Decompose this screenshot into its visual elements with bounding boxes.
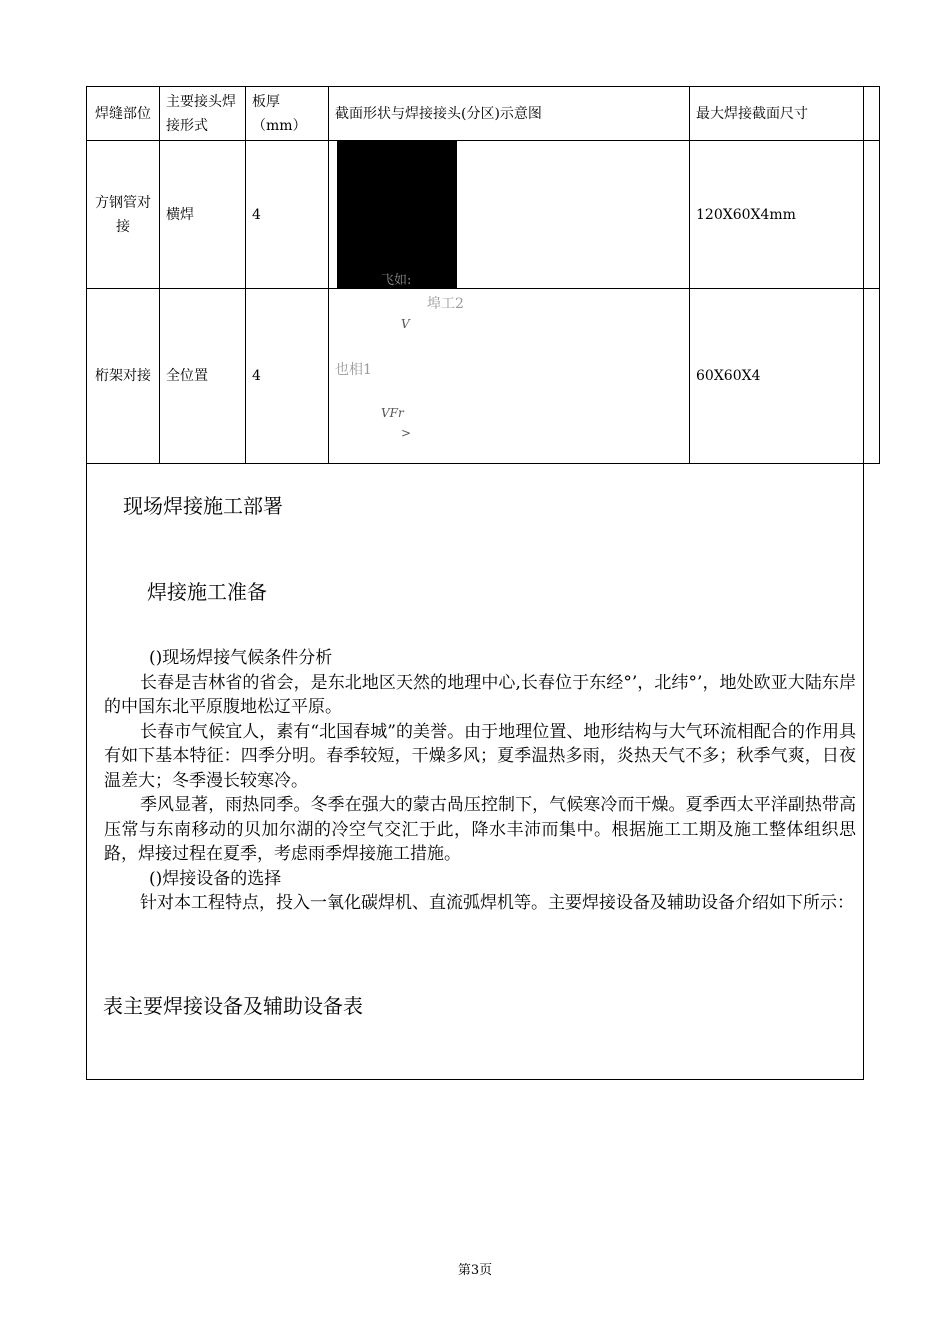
diagram-label: 埠工2 bbox=[427, 296, 464, 312]
page-number: 第3页 bbox=[457, 1263, 493, 1278]
subsection-title: 焊接施工准备 bbox=[147, 580, 267, 604]
diagram-label: 也相1 bbox=[335, 362, 372, 378]
paragraph: 长春是吉林省的省会，是东北地区天然的地理中心,长春位于东经°’，北纬°’，地处欧亚大陆东岸的中国东北平原腹地松辽平原。 bbox=[104, 672, 856, 717]
body-text bbox=[104, 646, 856, 916]
section-diagram-image bbox=[337, 141, 457, 289]
paragraph-heading: ()焊接设备的选择 bbox=[149, 868, 282, 889]
cell-joint-form: 全位置 bbox=[160, 289, 246, 464]
cell-thickness: 4 bbox=[246, 289, 329, 464]
cell-max-section: 120X60X4mm bbox=[690, 141, 880, 289]
cell-diagram bbox=[329, 141, 690, 289]
cell-weld-part: 方钢管对接 bbox=[87, 141, 160, 289]
weld-joint-table bbox=[86, 86, 880, 464]
diagram-mark: > bbox=[401, 426, 412, 440]
diagram-mark: VFr bbox=[381, 406, 404, 420]
paragraph: 长春市气候宜人，素有“北国春城”的美誉。由于地理位置、地形结构与大气环流相配合的作用具有如下基本特征：四季分明。春季较短，干燥多风；夏季温热多雨，炎热天气不多；秋季气爽，日夜温差大；冬季漫长较寒冷。 bbox=[104, 721, 856, 791]
header-thickness: 板厚（mm） bbox=[246, 87, 329, 141]
table-row bbox=[87, 141, 880, 289]
header-diagram: 截面形状与焊接接头(分区)示意图 bbox=[329, 87, 690, 141]
diagram-mark: V bbox=[401, 317, 410, 331]
header-joint-form: 主要接头焊接形式 bbox=[160, 87, 246, 141]
cell-weld-part: 桁架对接 bbox=[87, 289, 160, 464]
header-max-section: 最大焊接截面尺寸 bbox=[690, 87, 880, 141]
paragraph: 季风显著，雨热同季。冬季在强大的蒙古咼压控制下，气候寒冷而干燥。夏季西太平洋副热带高压常与东南移动的贝加尔湖的冷空气交汇于此，降水丰沛而集中。根据施工工期及施工整体组织思路，焊接过程在夏季，考虑雨季焊接施工措施。 bbox=[104, 795, 856, 864]
cell-max-section: 60X60X4 bbox=[690, 289, 880, 464]
table-title: 表主要焊接设备及辅助设备表 bbox=[103, 994, 363, 1018]
header-weld-part: 焊缝部位 bbox=[87, 87, 160, 141]
cell-diagram bbox=[329, 289, 690, 464]
table-row bbox=[87, 289, 880, 464]
cell-joint-form: 横焊 bbox=[160, 141, 246, 289]
paragraph: 针对本工程特点，投入一氧化碳焊机、直流弧焊机等。主要焊接设备及辅助设备介绍如下所示： bbox=[140, 893, 854, 913]
cell-thickness: 4 bbox=[246, 141, 329, 289]
table-header-row bbox=[87, 87, 880, 141]
paragraph-heading: ()现场焊接气候条件分析 bbox=[149, 648, 333, 668]
section-title: 现场焊接施工部署 bbox=[123, 494, 283, 518]
diagram-label: 飞如: bbox=[381, 273, 412, 288]
